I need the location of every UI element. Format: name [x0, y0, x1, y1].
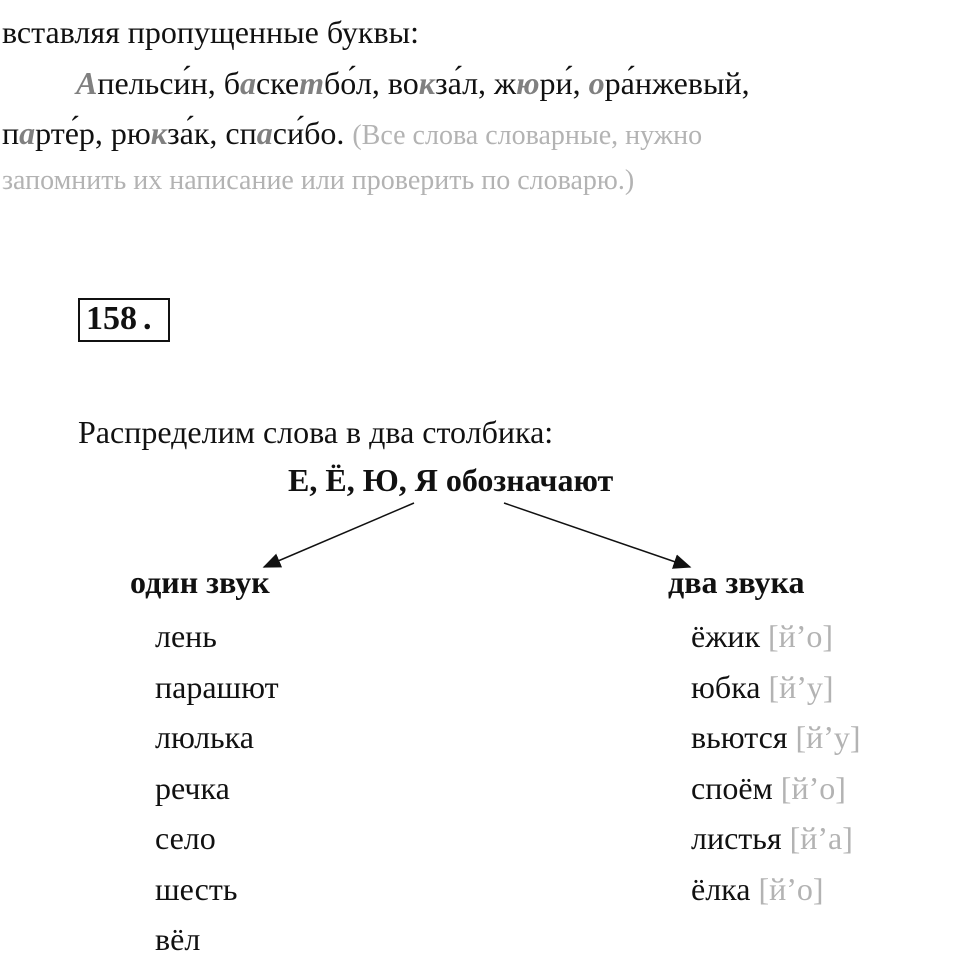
two-sounds-word: листья — [691, 820, 790, 856]
sound-transcription: [й’у] — [768, 668, 834, 705]
left-column-title: один звук — [130, 564, 270, 600]
intro-line: вставляя пропущенные буквы: — [2, 14, 419, 50]
one-sound-word: вёл — [155, 921, 201, 957]
sound-transcription: [й’у] — [795, 719, 861, 755]
answer-text: п — [2, 115, 20, 151]
note-part-2: запомнить их написание или проверить по словарю.) — [2, 165, 635, 196]
answer-text: за́к, сп — [167, 115, 257, 151]
sound-transcription: [й’о] — [780, 769, 846, 806]
two-sounds-word: споём — [691, 769, 781, 806]
two-sounds-item — [691, 668, 834, 705]
sound-transcription: [й’о] — [767, 618, 834, 654]
one-sound-word: парашют — [155, 668, 279, 705]
scheme-title-letters: Е, Ё, Ю, Я — [288, 462, 438, 498]
answer-text: си́бо. — [272, 115, 345, 151]
answer-inserted-letter: о — [588, 65, 605, 101]
answer-text: рте́р, рю — [35, 115, 151, 151]
right-column-title: два звука — [668, 564, 805, 600]
one-sound-word: село — [155, 820, 216, 856]
two-sounds-word: ёлка — [691, 870, 759, 907]
answer-inserted-letter: ю — [516, 65, 540, 101]
answer-inserted-letter: к — [418, 65, 435, 101]
two-sounds-item — [691, 620, 833, 652]
one-sound-word: шесть — [155, 870, 238, 907]
two-sounds-item — [691, 870, 824, 907]
answer-text: ра́нжевый, — [604, 65, 750, 101]
two-sounds-item — [691, 769, 846, 806]
two-sounds-word: юбка — [691, 668, 769, 705]
one-sound-word: люлька — [155, 719, 254, 755]
one-sound-word: речка — [155, 769, 230, 806]
answer-inserted-letter: т — [299, 65, 325, 101]
note-part-1: (Все слова словарные, нужно — [352, 120, 703, 151]
sound-transcription: [й’а] — [789, 820, 853, 856]
answer-inserted-letter: а — [239, 65, 256, 101]
exercise-number-value: 158 — [86, 300, 137, 337]
one-sound-word: лень — [155, 618, 217, 654]
answer-text: за́л, ж — [434, 65, 517, 101]
two-sounds-word: ёжик — [691, 618, 768, 654]
two-sounds-word: вьются — [691, 719, 796, 755]
answer-text: ске — [255, 65, 300, 101]
answer-inserted-letter: а — [256, 115, 273, 151]
sound-transcription: [й’о] — [758, 870, 824, 907]
scheme-title-word: обозначают — [445, 462, 614, 498]
answer-text: ри́, — [539, 65, 589, 101]
answer-inserted-letter: А — [76, 65, 98, 101]
task-text: Распределим слова в два столбика: — [78, 414, 554, 450]
answer-text: бо́л, во — [324, 65, 419, 101]
arrow-left — [264, 503, 414, 567]
answer-inserted-letter: а — [19, 115, 36, 151]
exercise-number-dot: . — [143, 300, 152, 337]
answer-inserted-letter: к — [150, 115, 168, 151]
two-sounds-item — [691, 822, 853, 854]
two-sounds-item — [691, 721, 861, 753]
arrow-right — [504, 503, 690, 567]
answer-text: пельси́н, б — [97, 65, 240, 101]
